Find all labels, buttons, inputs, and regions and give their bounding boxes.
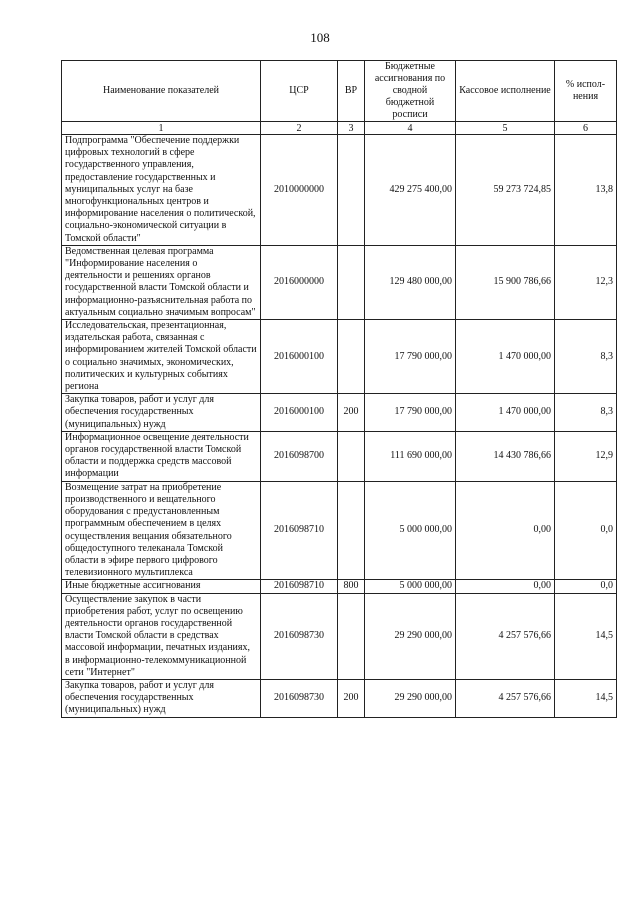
table-row [62,245,617,319]
cell-pct: 14,5 [555,593,617,679]
cell-plan: 29 290 000,00 [365,679,456,717]
header-row [62,61,617,122]
cell-vr [338,245,365,319]
cell-vr [338,593,365,679]
cell-pct: 14,5 [555,679,617,717]
cell-pct: 12,3 [555,245,617,319]
cell-name: Подпрограмма "Обеспечение поддержки цифровых технологий в сфере государственного управления, предоставление государственных и муниципальных услуг на базе многофункциональных центров и информирование населения о политической, социально-экономической ситуации в Томской области" [62,135,261,246]
cell-name: Ведомственная целевая программа "Информирование населения о деятельности и решениях органов государственной власти Томской области и информационно-разъяснительная работа по актуальным социально значимым вопросам" [62,245,261,319]
cell-exec: 4 257 576,66 [456,679,555,717]
table-row [62,481,617,580]
cell-pct: 0,0 [555,481,617,580]
table-row [62,394,617,432]
cell-plan: 429 275 400,00 [365,135,456,246]
cell-name: Иные бюджетные ассигнования [62,580,261,593]
cell-name: Осуществление закупок в части приобретения работ, услуг по освещению деятельности органов государственной власти Томской области в средствах массовой информации, печатных изданиях, в информационно-телекоммуникационной сети "Интернет" [62,593,261,679]
cell-name: Исследовательская, презентационная, издательская работа, связанная с информированием жителей Томской области о социально значимых, экономических, политических и культурных событиях региона [62,320,261,394]
cell-exec: 4 257 576,66 [456,593,555,679]
cell-name: Возмещение затрат на приобретение производственного и вещательного оборудования с предустановленным программным обеспечением в целях осуществления вещания обязательного общедоступного телеканала Томской области в эфире первого цифрового телевизионного мультиплекса [62,481,261,580]
budget-execution-table [61,60,617,718]
cell-vr: 200 [338,394,365,432]
cell-vr [338,431,365,481]
table-row [62,135,617,246]
header-exec: Кассовое исполнение [456,61,555,122]
cell-csr: 2016098730 [261,679,338,717]
table-row [62,593,617,679]
cell-exec: 1 470 000,00 [456,320,555,394]
table-row [62,431,617,481]
cell-csr: 2016000100 [261,394,338,432]
header-vr: ВР [338,61,365,122]
column-number: 6 [555,122,617,135]
cell-csr: 2016098730 [261,593,338,679]
cell-plan: 29 290 000,00 [365,593,456,679]
cell-plan: 17 790 000,00 [365,320,456,394]
cell-csr: 2016000100 [261,320,338,394]
cell-name: Закупка товаров, работ и услуг для обеспечения государственных (муниципальных) нужд [62,394,261,432]
table-row [62,320,617,394]
cell-pct: 0,0 [555,580,617,593]
cell-plan: 5 000 000,00 [365,481,456,580]
cell-pct: 12,9 [555,431,617,481]
column-number: 2 [261,122,338,135]
column-number-row [62,122,617,135]
column-number: 5 [456,122,555,135]
cell-exec: 0,00 [456,481,555,580]
cell-vr [338,135,365,246]
cell-plan: 17 790 000,00 [365,394,456,432]
header-pct: % испол-нения [555,61,617,122]
header-name: Наименование показателей [62,61,261,122]
cell-plan: 111 690 000,00 [365,431,456,481]
cell-name: Информационное освещение деятельности органов государственной власти Томской области и поддержка средств массовой информации [62,431,261,481]
cell-pct: 13,8 [555,135,617,246]
cell-pct: 8,3 [555,320,617,394]
table-row [62,679,617,717]
cell-exec: 59 273 724,85 [456,135,555,246]
cell-pct: 8,3 [555,394,617,432]
cell-plan: 5 000 000,00 [365,580,456,593]
cell-csr: 2010000000 [261,135,338,246]
cell-csr: 2016000000 [261,245,338,319]
column-number: 1 [62,122,261,135]
cell-name: Закупка товаров, работ и услуг для обеспечения государственных (муниципальных) нужд [62,679,261,717]
header-csr: ЦСР [261,61,338,122]
cell-vr: 800 [338,580,365,593]
cell-plan: 129 480 000,00 [365,245,456,319]
cell-exec: 0,00 [456,580,555,593]
column-number: 4 [365,122,456,135]
cell-vr [338,320,365,394]
cell-csr: 2016098710 [261,580,338,593]
column-number: 3 [338,122,365,135]
table-row [62,580,617,593]
cell-exec: 1 470 000,00 [456,394,555,432]
cell-csr: 2016098700 [261,431,338,481]
cell-vr [338,481,365,580]
page-number: 108 [310,30,330,45]
cell-csr: 2016098710 [261,481,338,580]
cell-vr: 200 [338,679,365,717]
header-plan: Бюджетные ассигнования по сводной бюджетной росписи [365,61,456,122]
cell-exec: 15 900 786,66 [456,245,555,319]
cell-exec: 14 430 786,66 [456,431,555,481]
